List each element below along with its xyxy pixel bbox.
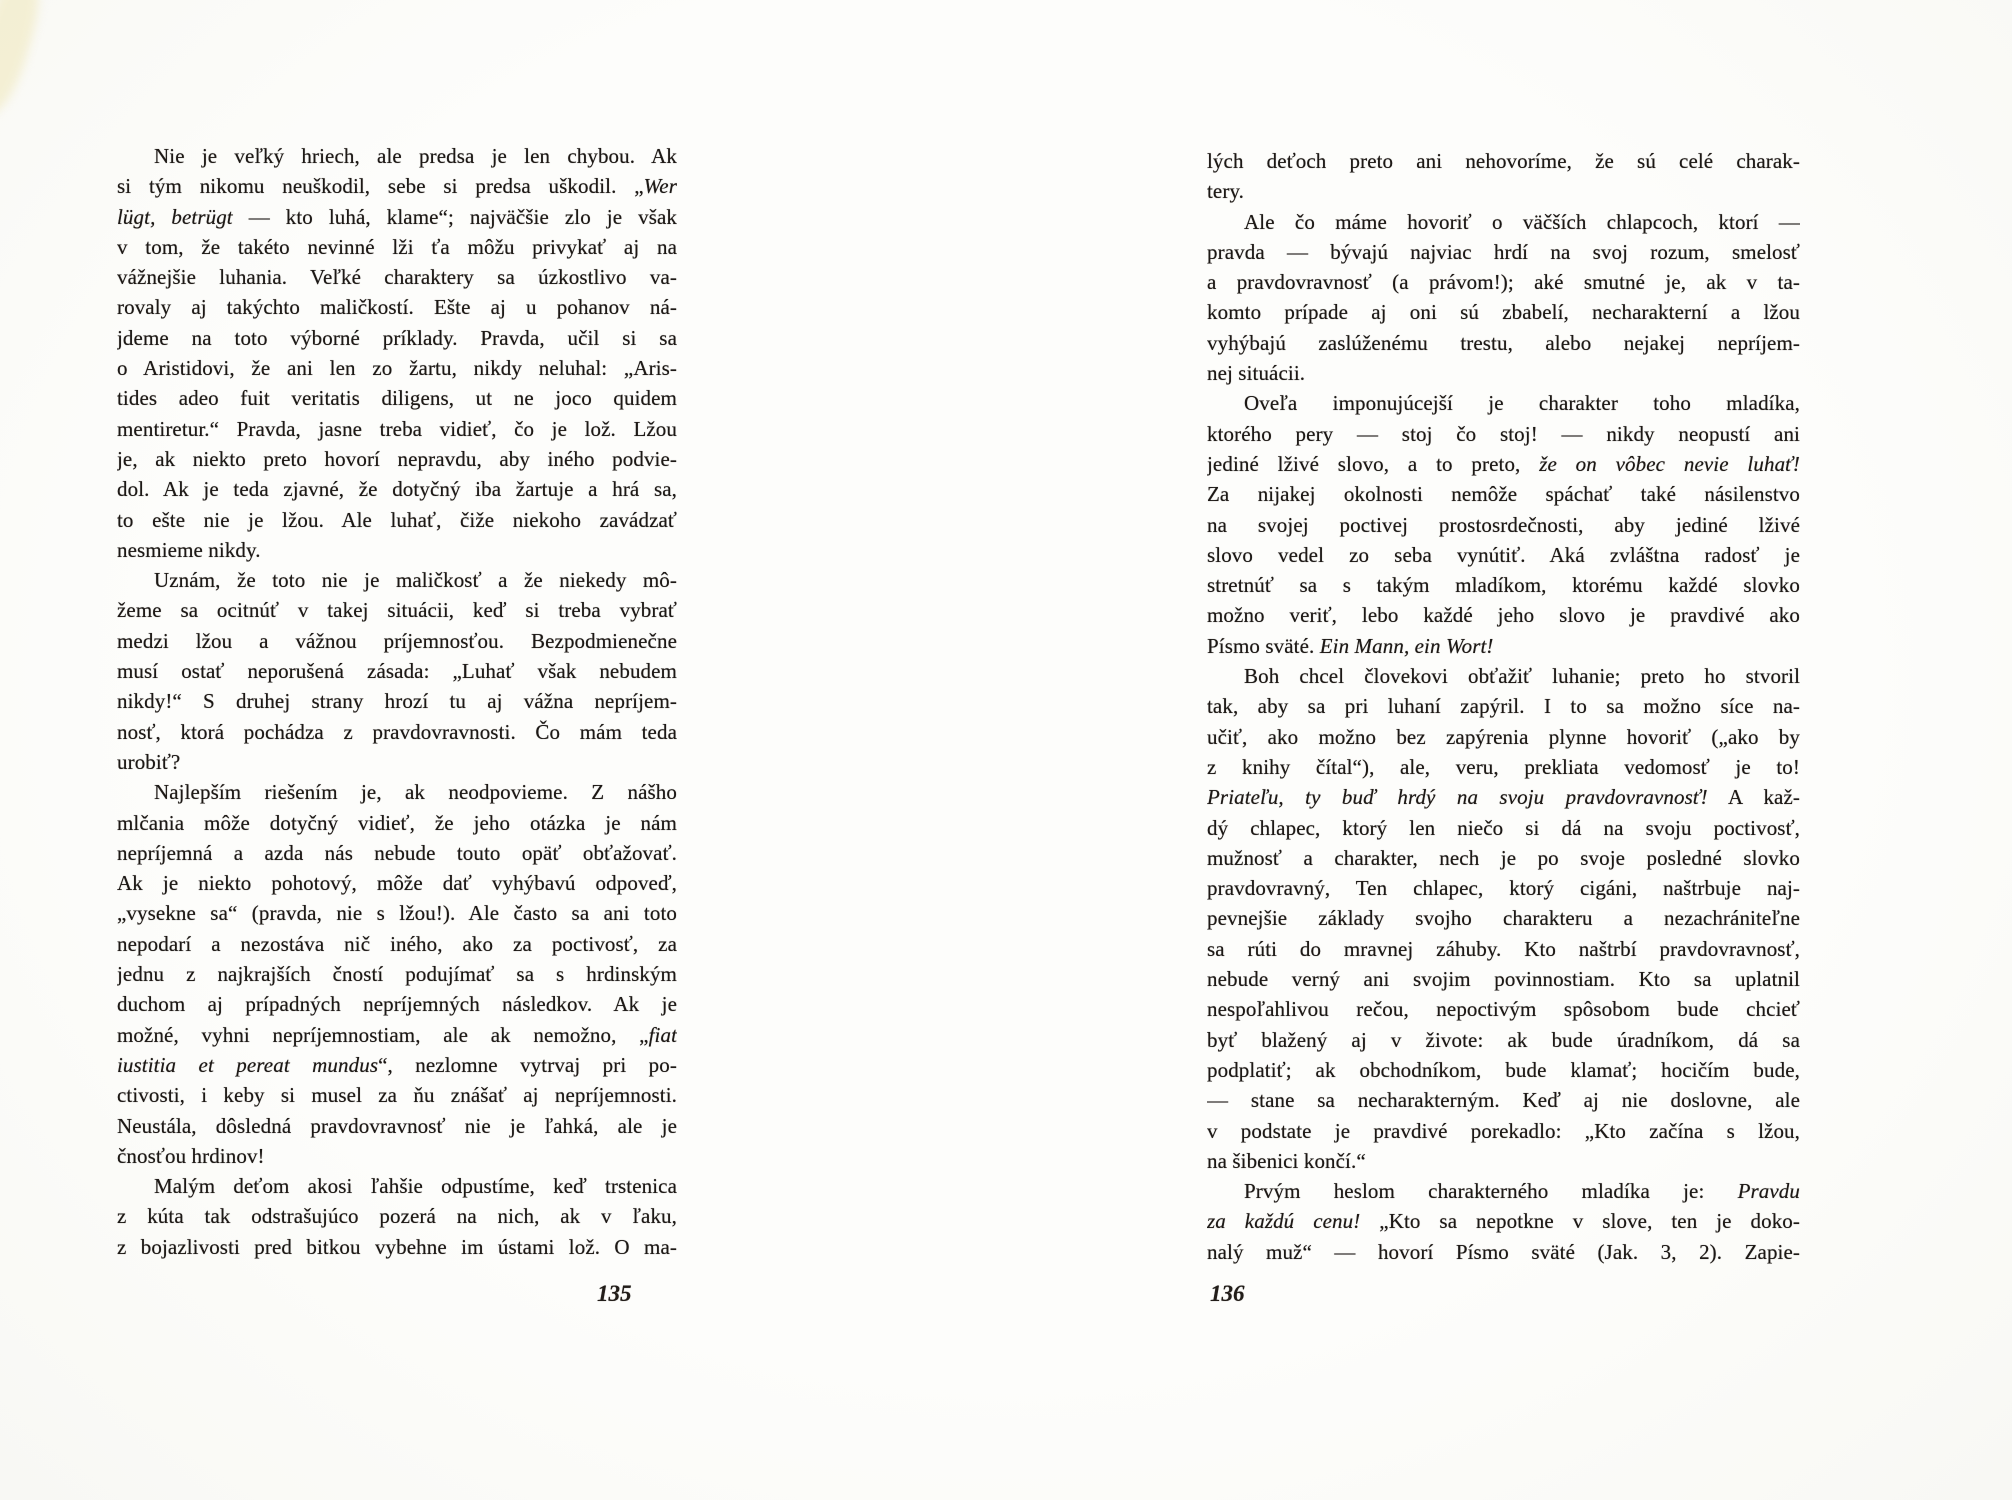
text-line bbox=[117, 292, 677, 322]
text-segment: nepríjemná a azda nás nebude touto opäť obťažovať. bbox=[117, 840, 677, 865]
text-line bbox=[1207, 600, 1800, 630]
text-line bbox=[117, 505, 677, 535]
text-line bbox=[1207, 1176, 1800, 1206]
text-line bbox=[117, 626, 677, 656]
text-line bbox=[117, 656, 677, 686]
text-line bbox=[1207, 964, 1800, 994]
text-line bbox=[117, 808, 677, 838]
text-segment: — kto luhá, klame“; najväčšie zlo je však bbox=[232, 204, 677, 229]
text-segment: vážnejšie luhania. Veľké charaktery sa úzkostlivo va- bbox=[117, 265, 677, 290]
italic-text-segment: Pravdu bbox=[1737, 1179, 1800, 1204]
text-line bbox=[117, 383, 677, 413]
text-segment: Uznám, že toto nie je maličkosť a že niekedy mô- bbox=[154, 568, 677, 593]
text-line bbox=[1207, 1116, 1800, 1146]
italic-text-segment: že on vôbec nevie luhať! bbox=[1539, 451, 1800, 476]
text-line bbox=[117, 898, 677, 928]
page-number-135: 135 bbox=[597, 1281, 632, 1306]
text-line bbox=[1207, 903, 1800, 933]
text-segment: “, nezlomne vytrvaj pri po- bbox=[378, 1052, 677, 1077]
text-line bbox=[1207, 479, 1800, 509]
text-segment: slovo vedel zo seba vynútiť. Aká zvláštna radosť je bbox=[1207, 542, 1800, 567]
text-line bbox=[117, 1232, 677, 1262]
text-segment: mlčania môže dotyčný vidieť, že jeho otázka je nám bbox=[117, 810, 677, 835]
text-segment: dol. Ak je teda zjavné, že dotyčný iba žartuje a hrá sa, bbox=[117, 477, 677, 502]
text-segment: nej situácii. bbox=[1207, 361, 1306, 386]
text-segment: „vysekne sa“ (pravda, nie s lžou!). Ale často sa ani toto bbox=[117, 901, 677, 926]
text-segment: byť blažený aj v živote: ak bude úradníkom, dá sa bbox=[1207, 1027, 1800, 1052]
text-segment: mužnosť a charakter, nech je po svoje posledné slovko bbox=[1207, 845, 1800, 870]
text-segment: Nie je veľký hriech, ale predsa je len chybou. Ak bbox=[154, 144, 677, 168]
text-segment: Boh chcel človekovi obťažiť luhanie; preto ho stvoril bbox=[1244, 664, 1800, 689]
text-segment: musí ostať neporušená zásada: „Luhať však nebudem bbox=[117, 659, 677, 684]
text-line bbox=[117, 444, 677, 474]
text-line bbox=[117, 202, 677, 232]
text-line bbox=[117, 1080, 677, 1110]
text-segment: v podstate je pravdivé porekadlo: „Kto začína s lžou, bbox=[1207, 1118, 1800, 1143]
text-line bbox=[117, 262, 677, 292]
text-segment: nesmieme nikdy. bbox=[117, 537, 261, 562]
italic-text-segment: lügt, betrügt bbox=[117, 204, 233, 229]
page-edge-streak-artifact bbox=[0, 0, 50, 119]
text-segment: možno veriť, lebo každé jeho slovo je pravdivé ako bbox=[1207, 603, 1800, 628]
page-136-text-column bbox=[1207, 146, 1800, 1267]
text-segment: učiť, ako možno bez zapýrenia plynne hovoriť („ako by bbox=[1207, 724, 1800, 749]
text-line bbox=[117, 1141, 677, 1171]
text-segment: vyhýbajú zaslúženému trestu, alebo nejakej nepríjem- bbox=[1207, 330, 1800, 355]
text-segment: lých deťoch preto ani nehovoríme, že sú celé charak- bbox=[1207, 149, 1800, 173]
text-segment: „Kto sa nepotkne v slove, ten je doko- bbox=[1360, 1209, 1800, 1234]
text-line bbox=[1207, 1146, 1800, 1176]
text-segment: na svojej poctivej prostosrdečnosti, aby jediné lživé bbox=[1207, 512, 1800, 537]
text-line bbox=[117, 171, 677, 201]
text-segment: Najlepším riešením je, ak neodpovieme. Z nášho bbox=[154, 780, 677, 805]
text-line bbox=[117, 565, 677, 595]
text-line bbox=[117, 1171, 677, 1201]
text-segment: z kúta tak odstrašujúco pozerá na nich, ak v ľaku, bbox=[117, 1204, 677, 1229]
text-line bbox=[1207, 1237, 1800, 1267]
text-segment: možné, vyhni nepríjemnostiam, ale ak nemožno, „ bbox=[117, 1022, 649, 1047]
text-line bbox=[1207, 358, 1800, 388]
text-segment: jediné lživé slovo, a to preto, bbox=[1207, 451, 1540, 476]
italic-text-segment: iustitia et pereat mundus bbox=[117, 1052, 379, 1077]
text-segment: nebude verný ani svojim povinnostiam. Kto sa uplatnil bbox=[1207, 967, 1800, 992]
text-line bbox=[117, 929, 677, 959]
text-line bbox=[117, 414, 677, 444]
text-line bbox=[1207, 297, 1800, 327]
text-line bbox=[1207, 510, 1800, 540]
text-line bbox=[117, 595, 677, 625]
text-line bbox=[117, 1201, 677, 1231]
text-line bbox=[1207, 782, 1800, 812]
text-line bbox=[1207, 146, 1800, 176]
text-segment: to ešte nie je lžou. Ale luhať, čiže niekoho zavádzať bbox=[117, 507, 677, 532]
text-segment: si tým nikomu neuškodil, sebe si predsa uškodil. „ bbox=[117, 174, 644, 199]
text-line bbox=[1207, 1025, 1800, 1055]
text-segment: medzi lžou a vážnou príjemnosťou. Bezpodmienečne bbox=[117, 628, 677, 653]
text-line bbox=[1207, 691, 1800, 721]
text-segment: v tom, že takéto nevinné lži ťa môžu privykať aj na bbox=[117, 234, 677, 259]
text-line bbox=[117, 747, 677, 777]
text-segment: ktorého pery — stoj čo stoj! — nikdy neopustí ani bbox=[1207, 421, 1800, 446]
text-line bbox=[1207, 328, 1800, 358]
text-segment: A kaž- bbox=[1707, 785, 1800, 810]
italic-text-segment: Ein Mann, ein Wort! bbox=[1319, 633, 1494, 658]
text-line bbox=[1207, 873, 1800, 903]
text-segment: nepodarí a nezostáva nič iného, ako za poctivosť, za bbox=[117, 931, 677, 956]
italic-text-segment: Wer bbox=[643, 174, 677, 199]
text-line bbox=[117, 1020, 677, 1050]
text-line bbox=[1207, 1055, 1800, 1085]
text-segment: pravdovravný, Ten chlapec, ktorý cigáni, naštrbuje naj- bbox=[1207, 876, 1800, 901]
text-segment: jednu z najkrajších čností podujímať sa s hrdinským bbox=[117, 962, 677, 987]
text-segment: Ak je niekto pohotový, môže dať vyhýbavú odpoveď, bbox=[117, 871, 677, 896]
text-segment: duchom aj prípadných nepríjemných následkov. Ak je bbox=[117, 992, 677, 1017]
text-segment: o Aristidovi, že ani len zo žartu, nikdy neluhal: „Aris- bbox=[117, 356, 677, 381]
text-line bbox=[1207, 843, 1800, 873]
text-line bbox=[117, 989, 677, 1019]
text-segment: z bojazlivosti pred bitkou vybehne im ústami lož. O ma- bbox=[117, 1234, 677, 1259]
text-line bbox=[117, 686, 677, 716]
text-line bbox=[117, 232, 677, 262]
text-line bbox=[117, 474, 677, 504]
text-line bbox=[1207, 540, 1800, 570]
text-segment: mentiretur.“ Pravda, jasne treba vidieť, čo je lož. Lžou bbox=[117, 416, 677, 441]
text-line bbox=[1207, 813, 1800, 843]
text-segment: čnosťou hrdinov! bbox=[117, 1143, 265, 1168]
text-line bbox=[117, 838, 677, 868]
text-segment: sa rúti do mravnej záhuby. Kto naštrbí pravdovravnosť, bbox=[1207, 936, 1800, 961]
text-segment: tides adeo fuit veritatis diligens, ut ne joco quidem bbox=[117, 386, 677, 411]
text-line bbox=[117, 1111, 677, 1141]
text-segment: rovaly aj takýchto maličkostí. Ešte aj u pohanov ná- bbox=[117, 295, 677, 320]
text-line bbox=[117, 323, 677, 353]
text-line bbox=[1207, 388, 1800, 418]
text-line bbox=[1207, 661, 1800, 691]
text-segment: je, ak niekto preto hovorí nepravdu, aby iného podvie- bbox=[117, 446, 677, 471]
text-line bbox=[117, 777, 677, 807]
text-line bbox=[1207, 631, 1800, 661]
text-segment: — stane sa necharakterným. Keď aj nie doslovne, ale bbox=[1207, 1088, 1800, 1113]
text-segment: Prvým heslom charakterného mladíka je: bbox=[1244, 1179, 1738, 1204]
text-line bbox=[1207, 449, 1800, 479]
text-line bbox=[1207, 570, 1800, 600]
text-segment: urobiť? bbox=[117, 749, 181, 774]
page-135-text-column bbox=[117, 141, 677, 1262]
italic-text-segment: za každú cenu! bbox=[1207, 1209, 1361, 1234]
text-segment: Písmo sväté. bbox=[1207, 633, 1320, 658]
text-line bbox=[1207, 1085, 1800, 1115]
text-line bbox=[1207, 1206, 1800, 1236]
text-segment: Za nijakej okolnosti nemôže spáchať také násilenstvo bbox=[1207, 482, 1800, 507]
text-line bbox=[117, 1050, 677, 1080]
text-line bbox=[1207, 267, 1800, 297]
text-segment: tery. bbox=[1207, 179, 1245, 204]
text-segment: nespoľahlivou rečou, nepoctivým spôsobom bude chcieť bbox=[1207, 997, 1800, 1022]
text-segment: pevnejšie základy svojho charakteru a nezachrániteľne bbox=[1207, 906, 1800, 931]
text-segment: komto prípade aj oni sú zbabelí, necharakterní a lžou bbox=[1207, 300, 1800, 325]
text-line bbox=[1207, 419, 1800, 449]
text-line bbox=[1207, 722, 1800, 752]
text-segment: a pravdovravnosť (a právom!); aké smutné je, ak v ta- bbox=[1207, 270, 1800, 295]
text-line bbox=[117, 535, 677, 565]
text-segment: Neustála, dôsledná pravdovravnosť nie je ľahká, ale je bbox=[117, 1113, 677, 1138]
text-segment: na šibenici končí.“ bbox=[1207, 1148, 1366, 1173]
italic-text-segment: Priateľu, ty buď hrdý na svoju pravdovravnosť! bbox=[1207, 785, 1708, 810]
text-line bbox=[1207, 752, 1800, 782]
text-line bbox=[117, 141, 677, 171]
text-line bbox=[117, 959, 677, 989]
text-line bbox=[117, 353, 677, 383]
text-segment: tak, aby sa pri luhaní zapýril. I to sa možno síce na- bbox=[1207, 694, 1800, 719]
text-segment: dý chlapec, ktorý len niečo si dá na svoju poctivosť, bbox=[1207, 815, 1800, 840]
text-segment: z knihy čítal“), ale, veru, prekliata vedomosť je to! bbox=[1207, 754, 1800, 779]
text-segment: nalý muž“ — hovorí Písmo sväté (Jak. 3, 2). Zapie- bbox=[1207, 1239, 1800, 1264]
text-segment: nikdy!“ S druhej strany hrozí tu aj vážna nepríjem- bbox=[117, 689, 677, 714]
text-line bbox=[1207, 934, 1800, 964]
text-segment: nosť, ktorá pochádza z pravdovravnosti. Čo mám teda bbox=[117, 719, 677, 744]
page-number-136: 136 bbox=[1210, 1281, 1245, 1306]
text-segment: Malým deťom akosi ľahšie odpustíme, keď trstenica bbox=[154, 1174, 677, 1199]
text-segment: stretnúť sa s takým mladíkom, ktorému každé slovko bbox=[1207, 573, 1800, 598]
text-line bbox=[1207, 207, 1800, 237]
text-segment: ctivosti, i keby si musel za ňu znášať aj nepríjemnosti. bbox=[117, 1083, 677, 1108]
text-line bbox=[1207, 237, 1800, 267]
italic-text-segment: fiat bbox=[648, 1022, 677, 1047]
text-segment: jdeme na toto výborné príklady. Pravda, učil si sa bbox=[117, 325, 677, 350]
text-segment: žeme sa ocitnúť v takej situácii, keď si treba vybrať bbox=[117, 598, 677, 623]
text-segment: pravda — bývajú najviac hrdí na svoj rozum, smelosť bbox=[1207, 239, 1800, 264]
text-segment: podplatiť; ak obchodníkom, bude klamať; hocičím bude, bbox=[1207, 1057, 1800, 1082]
text-line bbox=[117, 717, 677, 747]
text-segment: Oveľa imponujúcejší je charakter toho mladíka, bbox=[1244, 391, 1800, 416]
text-line bbox=[1207, 994, 1800, 1024]
text-segment: Ale čo máme hovoriť o väčších chlapcoch, ktorí — bbox=[1244, 209, 1800, 234]
text-line bbox=[1207, 176, 1800, 206]
text-line bbox=[117, 868, 677, 898]
